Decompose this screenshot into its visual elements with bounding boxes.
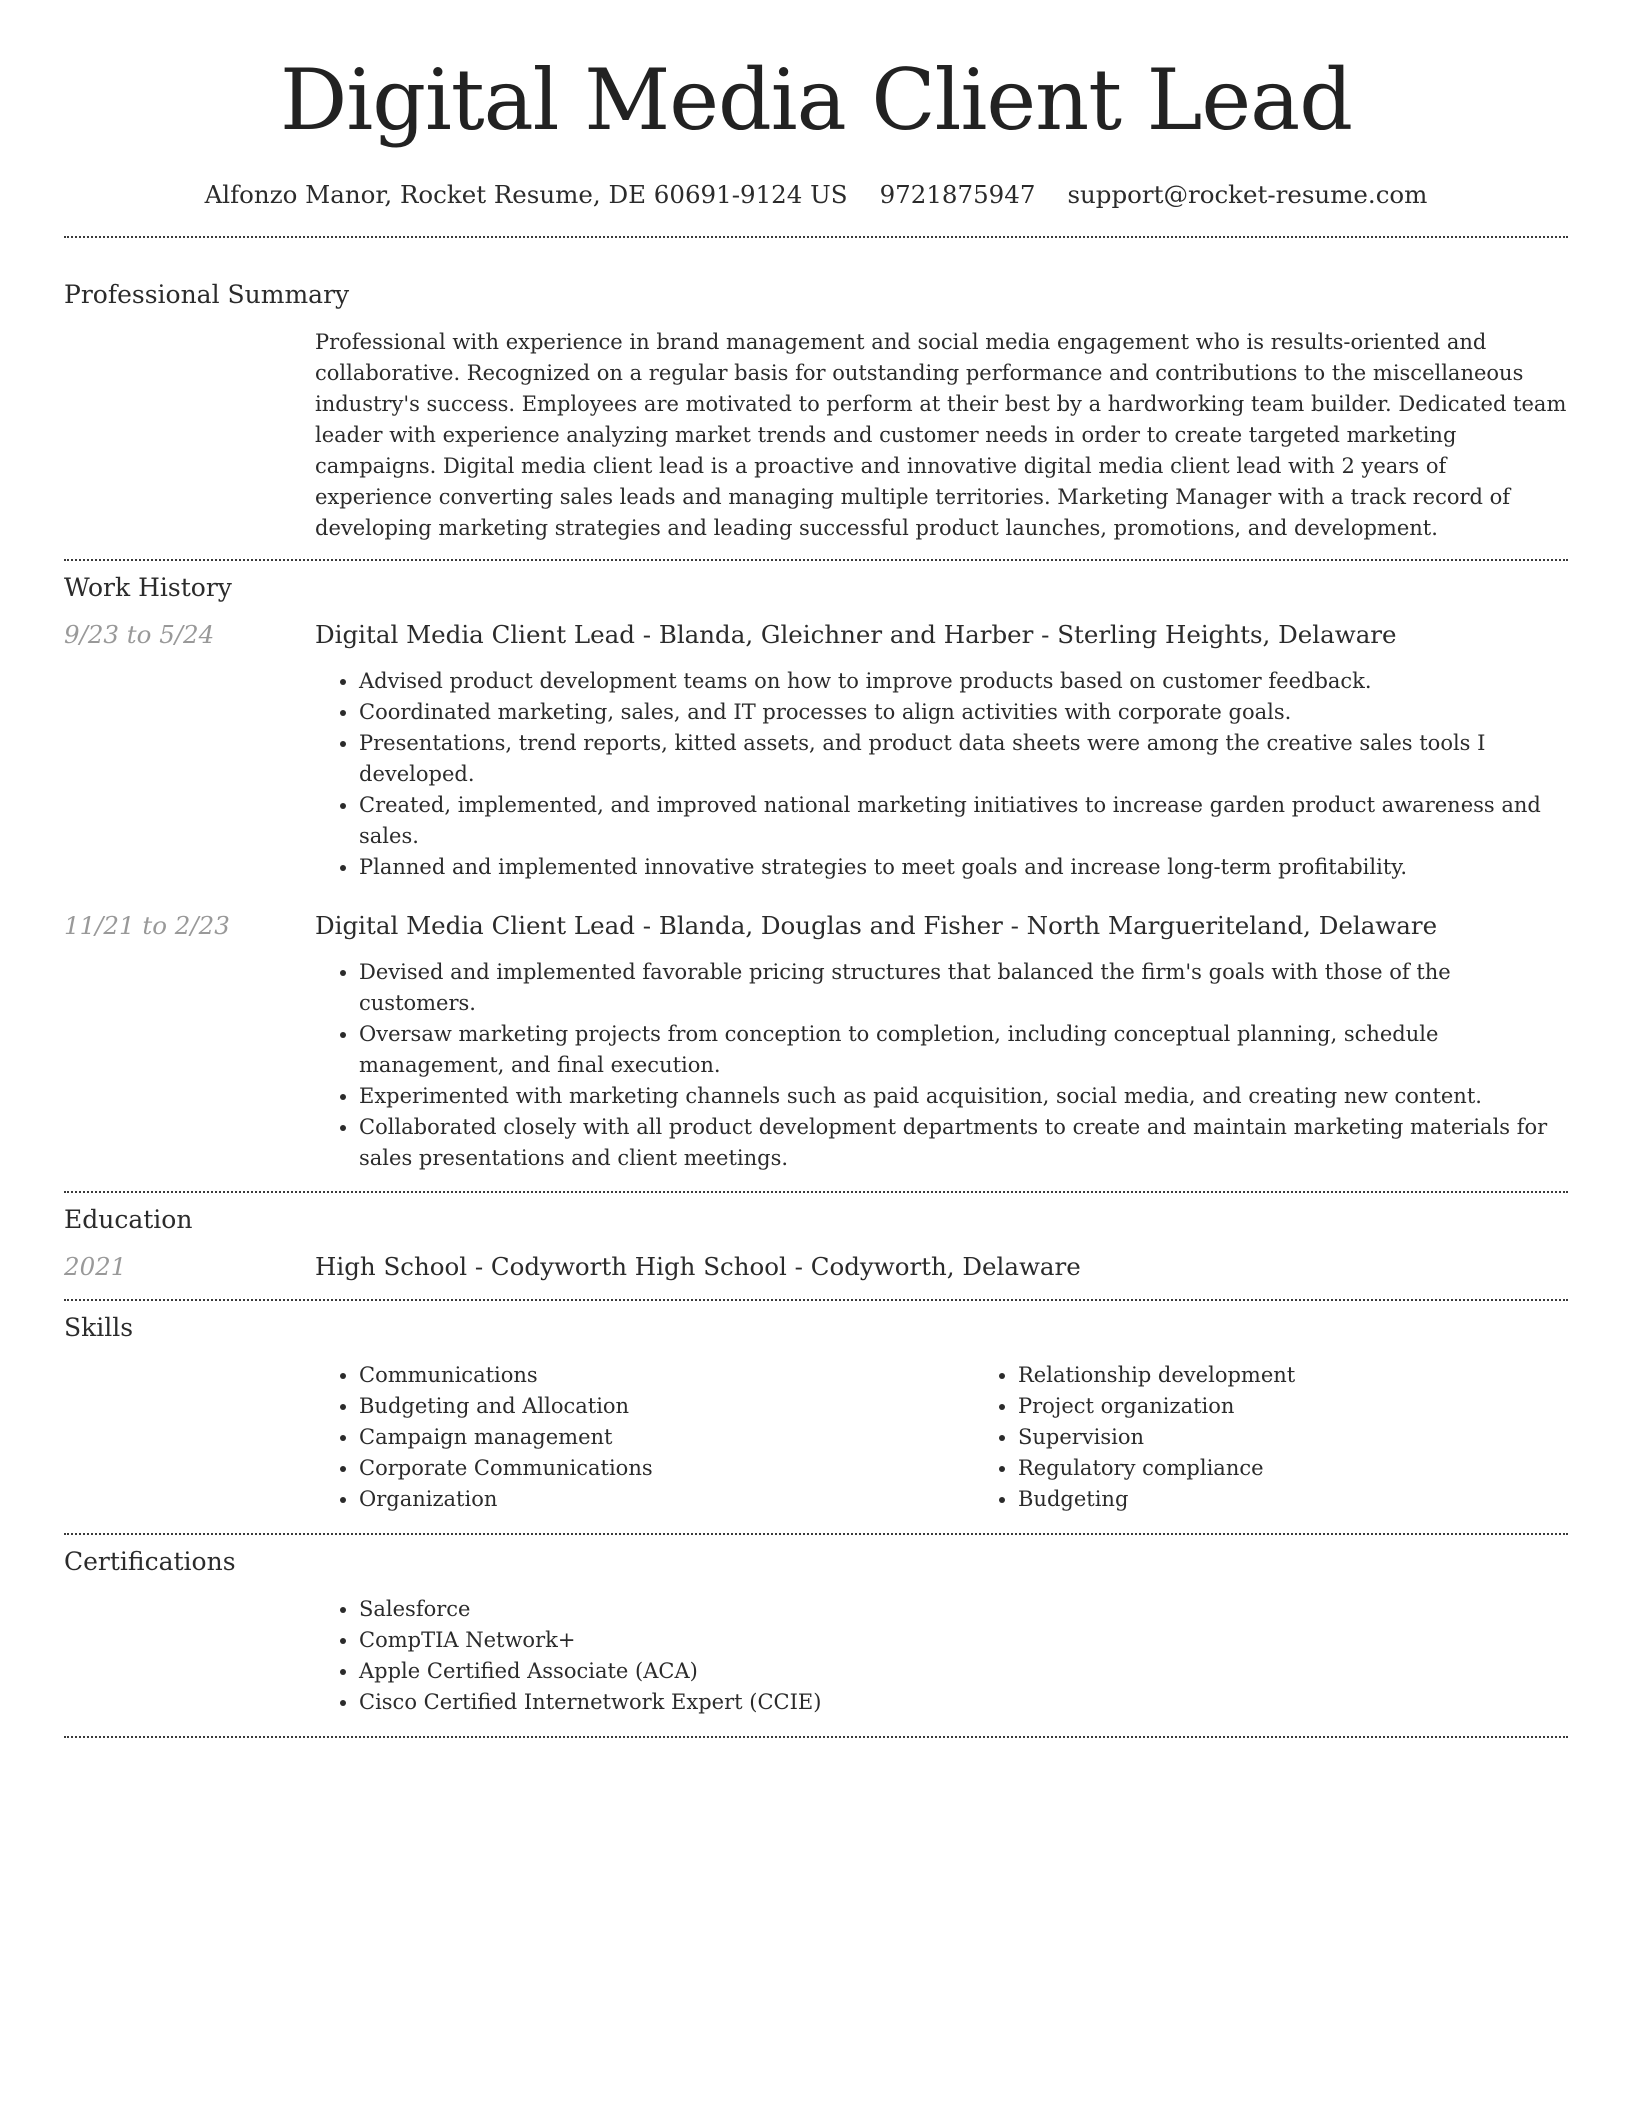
certifications-list xyxy=(315,1594,1568,1718)
list-item: • Experimented with marketing channels such as paid acquisition, social media, and creating new content. xyxy=(359,1081,1568,1112)
skills-list-left xyxy=(315,1360,974,1515)
list-item: • Relationship development xyxy=(1018,1360,1568,1391)
divider xyxy=(64,1191,1568,1193)
job-bullets xyxy=(315,666,1568,883)
job-bullets xyxy=(315,957,1568,1174)
list-item: • CompTIA Network+ xyxy=(359,1625,1568,1656)
list-item: • Corporate Communications xyxy=(359,1453,974,1484)
contact-line xyxy=(64,180,1568,214)
list-item: • Presentations, trend reports, kitted assets, and product data sheets were among the creative sales tools I developed. xyxy=(359,728,1568,790)
summary-section xyxy=(64,280,1568,544)
list-item: • Supervision xyxy=(1018,1422,1568,1453)
divider xyxy=(64,1299,1568,1301)
list-item: • Organization xyxy=(359,1484,974,1515)
job-dates: 9/23 to 5/24 xyxy=(64,620,215,649)
section-title-education: Education xyxy=(64,1205,193,1234)
job-heading: Digital Media Client Lead - Blanda, Douglas and Fisher - North Margueriteland, Delaware xyxy=(315,911,1438,940)
list-item: • Devised and implemented favorable pricing structures that balanced the firm's goals with those of the customers. xyxy=(359,957,1568,1019)
section-title-skills: Skills xyxy=(64,1313,134,1342)
skills-section xyxy=(64,1313,1568,1515)
section-title-certifications: Certifications xyxy=(64,1547,236,1576)
contact-email: support@rocket-resume.com xyxy=(1067,180,1428,209)
list-item: • Planned and implemented innovative strategies to meet goals and increase long-term profitability. xyxy=(359,852,1568,883)
skills-list-right xyxy=(974,1360,1568,1515)
section-title-summary: Professional Summary xyxy=(64,280,350,309)
list-item: • Cisco Certified Internetwork Expert (CCIE) xyxy=(359,1687,1568,1718)
divider xyxy=(64,1533,1568,1535)
list-item: • Oversaw marketing projects from conception to completion, including conceptual planning, schedule management, and final execution. xyxy=(359,1019,1568,1081)
job-entry xyxy=(64,911,1568,1174)
list-item: • Created, implemented, and improved national marketing initiatives to increase garden product awareness and sales. xyxy=(359,790,1568,852)
list-item: • Coordinated marketing, sales, and IT processes to align activities with corporate goals. xyxy=(359,697,1568,728)
list-item: • Project organization xyxy=(1018,1391,1568,1422)
list-item: • Collaborated closely with all product development departments to create and maintain marketing materials for sales presentations and client meetings. xyxy=(359,1112,1568,1174)
list-item: • Campaign management xyxy=(359,1422,974,1453)
work-history-section xyxy=(64,573,1568,1174)
job-dates: 11/21 to 2/23 xyxy=(64,911,230,940)
divider xyxy=(64,236,1568,238)
list-item: • Regulatory compliance xyxy=(1018,1453,1568,1484)
job-heading: Digital Media Client Lead - Blanda, Gleichner and Harber - Sterling Heights, Delaware xyxy=(315,620,1397,649)
list-item: • Budgeting and Allocation xyxy=(359,1391,974,1422)
resume-name: Digital Media Client Lead xyxy=(279,51,1352,149)
divider xyxy=(64,1736,1568,1738)
divider xyxy=(64,559,1568,561)
list-item: • Advised product development teams on how to improve products based on customer feedback. xyxy=(359,666,1568,697)
list-item: • Communications xyxy=(359,1360,974,1391)
contact-phone: 9721875947 xyxy=(879,180,1036,209)
education-year: 2021 xyxy=(64,1252,127,1281)
education-entry xyxy=(64,1252,1568,1281)
summary-text: Professional with experience in brand management and social media engagement who is results-oriented and collaborative. Recognized on a regular basis for outstanding performance and contributions to the miscellaneous industry's success. Employees are motivated to perform at their best by a hardworking team builder. Dedicated team leader with experience analyzing market trends and customer needs in order to create targeted marketing campaigns. Digital media client lead is a proactive and innovative digital media client lead with 2 years of experience converting sales leads and managing multiple territories. Marketing Manager with a track record of developing marketing strategies and leading successful product launches, promotions, and development. xyxy=(315,330,1567,540)
education-heading: High School - Codyworth High School - Codyworth, Delaware xyxy=(315,1252,1081,1281)
list-item: • Salesforce xyxy=(359,1594,1568,1625)
section-title-work: Work History xyxy=(64,573,232,602)
list-item: • Apple Certified Associate (ACA) xyxy=(359,1656,1568,1687)
certifications-section xyxy=(64,1547,1568,1718)
list-item: • Budgeting xyxy=(1018,1484,1568,1515)
job-entry xyxy=(64,620,1568,883)
contact-address: Alfonzo Manor, Rocket Resume, DE 60691-9124 US xyxy=(204,180,848,209)
education-section xyxy=(64,1205,1568,1281)
